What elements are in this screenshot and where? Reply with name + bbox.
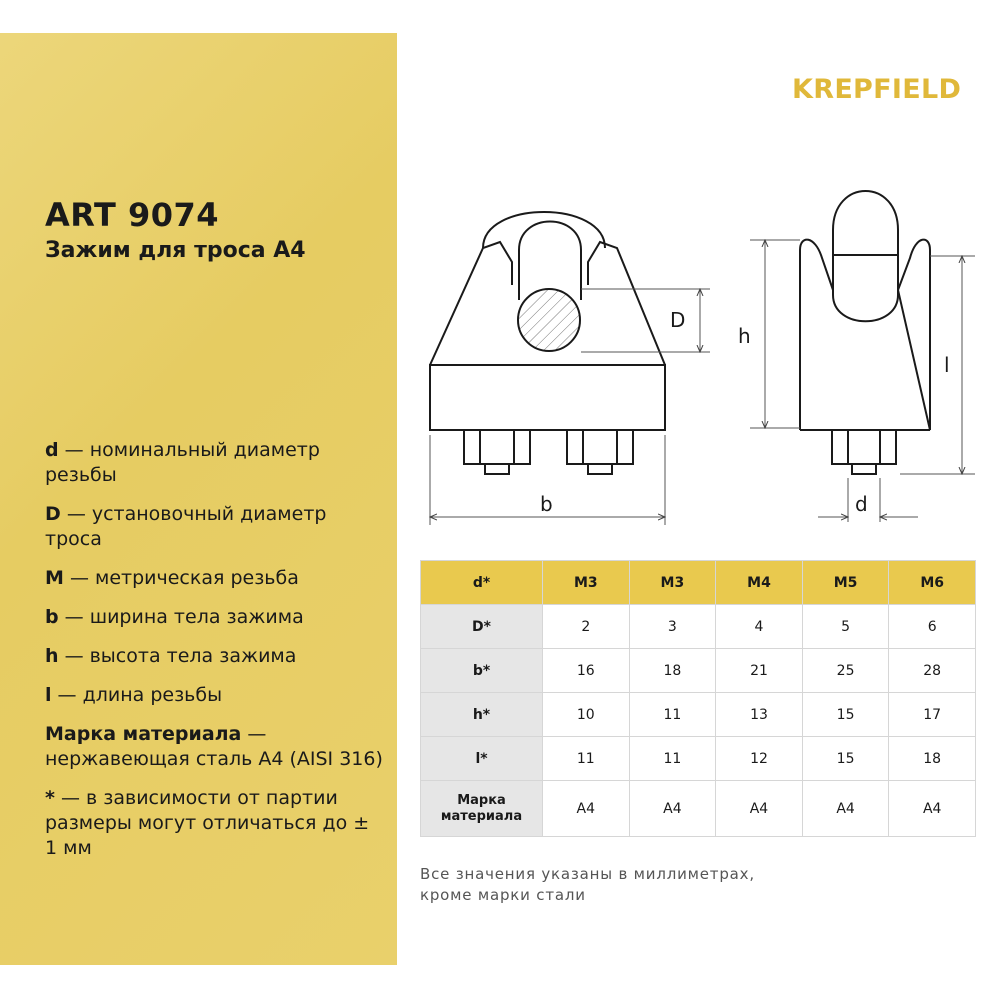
brand-logo: KREPFIELD [792,74,962,105]
table-cell: 10 [543,693,630,737]
definition-item: d — номинальный диаметр резьбы [45,439,320,486]
dim-label-d: d [855,492,868,516]
row-label: l* [421,737,543,781]
table-cell: 15 [802,693,889,737]
table-cell: 15 [802,737,889,781]
technical-drawing [410,180,980,530]
table-cell: 13 [716,693,803,737]
table-cell: 21 [716,649,803,693]
table-cell: 25 [802,649,889,693]
table-header-cell: M6 [889,561,976,605]
front-view [430,212,665,474]
table-cell: 28 [889,649,976,693]
table-cell: 2 [543,605,630,649]
table-cell: 11 [543,737,630,781]
table-cell: 11 [629,693,716,737]
definition-item: l — длина резьбы [45,684,223,706]
table-cell: 17 [889,693,976,737]
row-label: b* [421,649,543,693]
u-bolt-side [833,191,898,321]
table-row [421,737,976,781]
nut-left [464,430,530,464]
table-header-cell: M5 [802,561,889,605]
definition-item: Марка материала — нержавеющая сталь А4 (AISI 316) [45,723,383,770]
dim-label-D: D [670,308,686,332]
rope-section [518,289,580,351]
table-cell: 18 [889,737,976,781]
table-row [421,649,976,693]
definition-item: b — ширина тела зажима [45,606,304,628]
row-label: h* [421,693,543,737]
table-row [421,781,976,837]
table-row [421,605,976,649]
table-cell: A4 [543,781,630,837]
table-header-cell: M3 [629,561,716,605]
dim-label-b: b [540,492,553,516]
table-cell: 4 [716,605,803,649]
table-header-cell: d* [421,561,543,605]
table-header-row [421,561,976,605]
spec-table [420,560,976,837]
product-article: ART 9074 [45,196,219,234]
nut-right [567,430,633,464]
product-name: Зажим для троса А4 [45,238,306,263]
row-label: Марка материала [421,781,543,837]
dim-label-h: h [738,324,751,348]
u-bolt-inner [519,222,581,251]
table-header-cell: M3 [543,561,630,605]
table-cell: 16 [543,649,630,693]
table-cell: A4 [716,781,803,837]
nut-side [832,430,896,464]
units-note: Все значения указаны в миллиметрах, кроме марки стали [420,865,755,904]
definition-item: M — метрическая резьба [45,567,299,589]
row-label: D* [421,605,543,649]
table-cell: A4 [629,781,716,837]
table-cell: 18 [629,649,716,693]
table-cell: 6 [889,605,976,649]
table-cell: 12 [716,737,803,781]
dim-label-l: l [944,353,950,377]
table-header-cell: M4 [716,561,803,605]
table-cell: 5 [802,605,889,649]
table-cell: 3 [629,605,716,649]
definition-item: h — высота тела зажима [45,645,297,667]
table-row [421,693,976,737]
clamp-body [430,365,665,430]
table-cell: 11 [629,737,716,781]
table-cell: A4 [802,781,889,837]
definitions-list [45,438,385,875]
side-view [800,191,930,474]
definition-item: * — в зависимости от партии размеры могут отличаться до ± 1 мм [45,787,370,859]
definition-item: D — установочный диаметр троса [45,503,327,550]
table-cell: A4 [889,781,976,837]
